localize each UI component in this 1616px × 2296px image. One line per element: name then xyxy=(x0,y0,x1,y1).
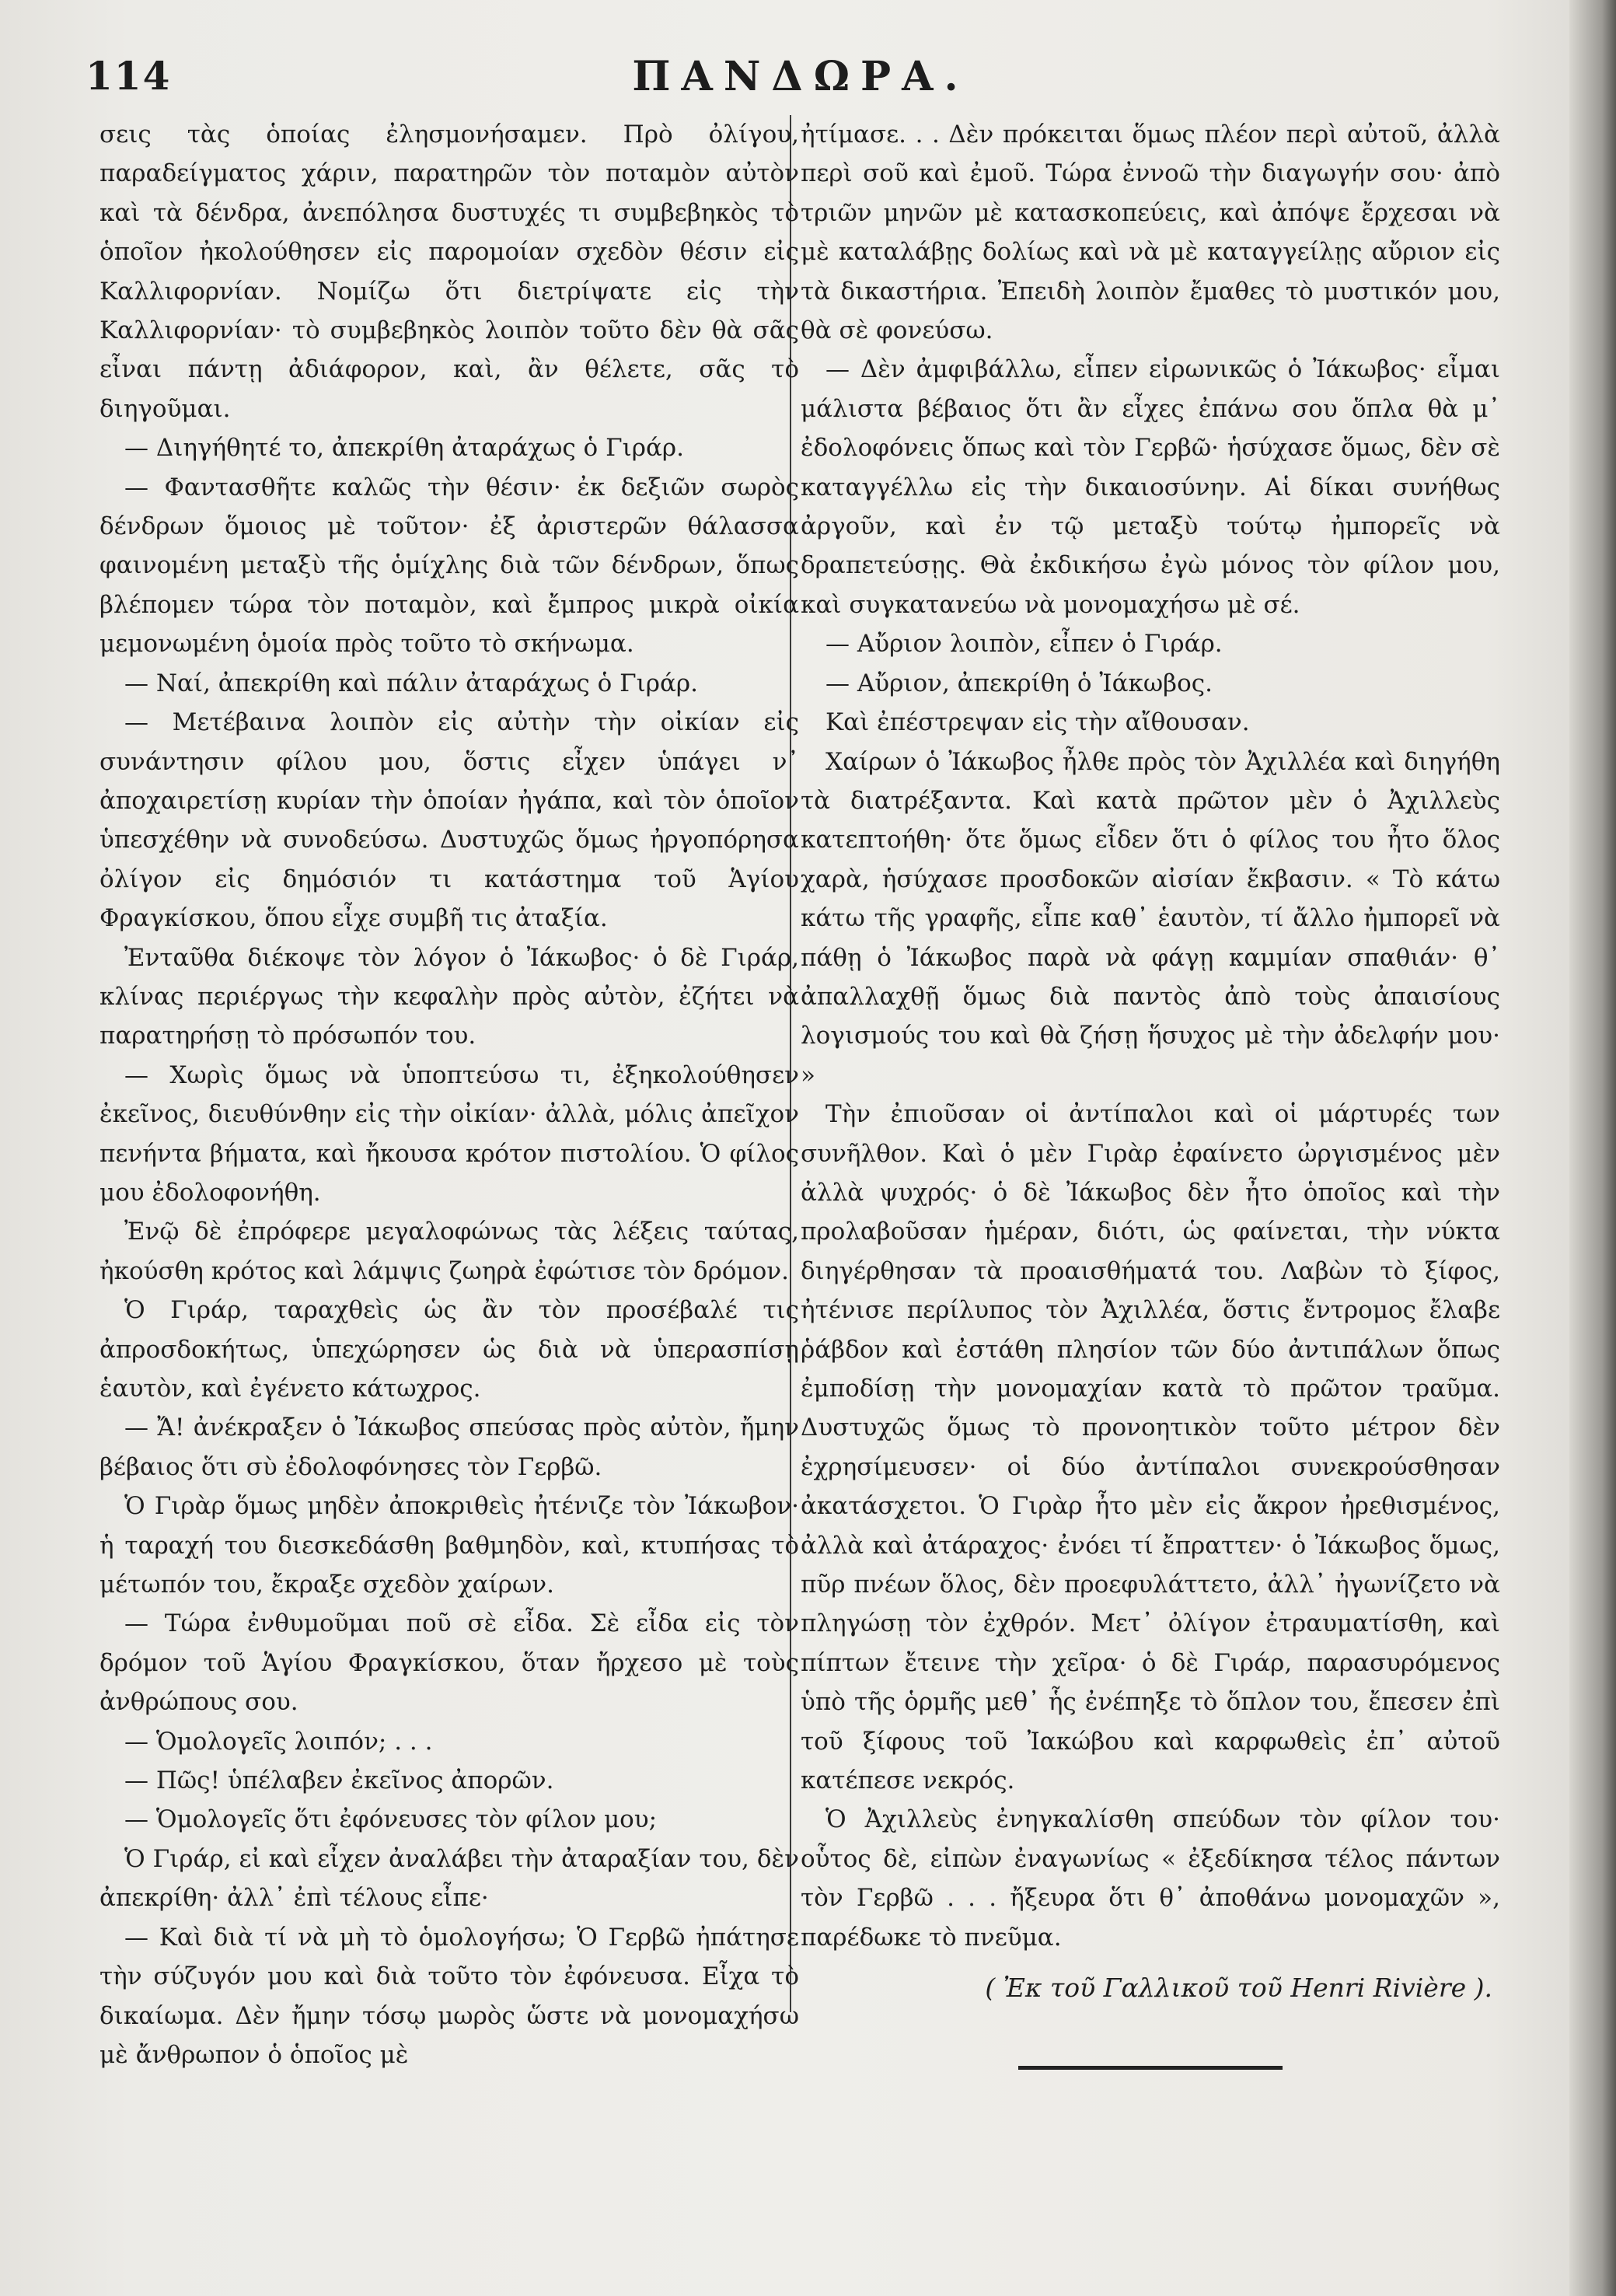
book-spine-edge xyxy=(1569,0,1616,2296)
paragraph: Τὴν ἐπιοῦσαν οἱ ἀντίπαλοι καὶ οἱ μάρτυρές των συνῆλθον. Καὶ ὁ μὲν Γιρὰρ ἐφαίνετο ὠργισμένος μὲν ἀλλὰ ψυχρός· ὁ δὲ Ἰάκωβος δὲν ἦτο ὁποῖος καὶ τὴν προλαβοῦσαν ἡμέραν, διότι, ὡς φαίνεται, τὴν νύκτα διηγέρθησαν τὰ προαισθήματά του. Λαβὼν τὸ ξίφος, ἠτένισε περίλυπος τὸν Ἀχιλλέα, ὅστις ἔντρομος ἔλαβε ῥάβδον καὶ ἐστάθη πλησίον τῶν δύο ἀντιπάλων ὅπως ἐμποδίσῃ τὴν μονομαχίαν κατὰ τὸ πρῶτον τραῦμα. Δυστυχῶς ὅμως τὸ προνοητικὸν τοῦτο μέτρον δὲν ἐχρησίμευσεν· οἱ δύο ἀντίπαλοι συνεκρούσθησαν ἀκατάσχετοι. Ὁ Γιρὰρ ἦτο μὲν εἰς ἄκρον ἠρεθισμένος, ἀλλὰ καὶ ἀτάραχος· ἐνόει τί ἔπραττεν· ὁ Ἰάκωβος ὅμως, πῦρ πνέων ὅλος, δὲν προεφυλάττετο, ἀλλ᾽ ἠγωνίζετο νὰ πληγώσῃ τὸν ἐχθρόν. Μετ᾽ ὀλίγον ἐτραυματίσθη, καὶ πίπτων ἔτεινε τὴν χεῖρα· ὁ δὲ Γιράρ, παρασυρόμενος ὑπὸ τῆς ὁρμῆς μεθ᾽ ἧς ἐνέπηξε τὸ ὅπλον του, ἔπεσεν ἐπὶ τοῦ ξίφους τοῦ Ἰακώβου καὶ καρφωθεὶς ἐπ᾽ αὐτοῦ κατέπεσε νεκρός. xyxy=(801,1100,1500,1795)
paragraph: — Μετέβαινα λοιπὸν εἰς αὐτὴν τὴν οἰκίαν εἰς συνάντησιν φίλου μου, ὅστις εἶχεν ὑπάγει ν᾽ ἀποχαιρετίσῃ κυρίαν τὴν ὁποίαν ἠγάπα, καὶ τὸν ὁποῖον ὑπεσχέθην νὰ συνοδεύσω. Δυστυχῶς ὅμως ἠργοπόρησα ὀλίγον εἰς δημόσιόν τι κατάστημα τοῦ Ἁγίου Φραγκίσκου, ὅπου εἶχε συμβῆ τις ἀταξία. xyxy=(99,708,799,933)
paragraph: — Δὲν ἀμφιβάλλω, εἶπεν εἰρωνικῶς ὁ Ἰάκωβος· εἶμαι μάλιστα βέβαιος ὅτι ἂν εἶχες ἐπάνω σου ὅπλα θὰ μ᾽ ἐδολοφόνεις ὅπως καὶ τὸν Γερβῶ· ἡσύχασε ὅμως, δὲν σὲ καταγγέλλω εἰς τὴν δικαιοσύνην. Αἱ δίκαι συνήθως ἀργοῦν, καὶ ἐν τῷ μεταξὺ τούτῳ ἠμπορεῖς νὰ δραπετεύσῃς. Θὰ ἐκδικήσω ἐγὼ μόνος τὸν φίλον μου, καὶ συγκατανεύω νὰ μονομαχήσω μὲ σέ. xyxy=(801,355,1500,619)
translation-source-note: ( Ἐκ τοῦ Γαλλικοῦ τοῦ Henri Rivière ). xyxy=(985,1973,1492,2004)
paragraph: — Καὶ διὰ τί νὰ μὴ τὸ ὁμολογήσω; Ὁ Γερβῶ ἠπάτησε τὴν σύζυγόν μου καὶ διὰ τοῦτο τὸν ἐφόνευσα. Εἶχα τὸ δικαίωμα. Δὲν ἤμην τόσῳ μωρὸς ὥστε νὰ μονομαχήσω μὲ ἄνθρωπον ὁ ὁποῖος μὲ xyxy=(99,1923,799,2069)
paragraph: Ἐνῷ δὲ ἐπρόφερε μεγαλοφώνως τὰς λέξεις ταύτας, ἠκούσθη κρότος καὶ λάμψις ζωηρὰ ἐφώτισε τὸν δρόμον. xyxy=(99,1218,799,1285)
page-header xyxy=(86,47,1516,109)
paragraph: Ὁ Γιρὰρ ὅμως μηδὲν ἀποκριθεὶς ἠτένιζε τὸν Ἰάκωβον· ἡ ταραχή του διεσκεδάσθη βαθμηδὸν, καὶ, κτυπήσας τὸ μέτωπόν του, ἔκραξε σχεδὸν χαίρων. xyxy=(99,1492,799,1599)
left-column xyxy=(99,115,799,2074)
paragraph: — Τώρα ἐνθυμοῦμαι ποῦ σὲ εἶδα. Σὲ εἶδα εἰς τὸν δρόμον τοῦ Ἁγίου Φραγκίσκου, ὅταν ἤρχεσο μὲ τοὺς ἀνθρώπους σου. xyxy=(99,1609,799,1717)
paragraph: — Ὁμολογεῖς λοιπόν; . . . xyxy=(124,1727,433,1756)
paragraph: — Χωρὶς ὅμως νὰ ὑποπτεύσω τι, ἐξηκολούθησεν ἐκεῖνος, διευθύνθην εἰς τὴν οἰκίαν· ἀλλὰ, μόλις ἀπεῖχον πενήντα βήματα, καὶ ἤκουσα κρότον πιστολίου. Ὁ φίλος μου ἐδολοφονήθη. xyxy=(99,1061,799,1207)
paragraph: Ὁ Γιράρ, εἰ καὶ εἶχεν ἀναλάβει τὴν ἀταραξίαν του, δὲν ἀπεκρίθη· ἀλλ᾽ ἐπὶ τέλους εἶπε· xyxy=(99,1844,799,1913)
paragraph: ἠτίμασε. . . Δὲν πρόκειται ὅμως πλέον περὶ αὐτοῦ, ἀλλὰ περὶ σοῦ καὶ ἐμοῦ. Τώρα ἐννοῶ τὴν διαγωγήν σου· ἀπὸ τριῶν μηνῶν μὲ κατασκοπεύεις, καὶ ἀπόψε ἔρχεσαι νὰ μὲ καταλάβῃς δολίως καὶ νὰ μὲ καταγγείλῃς αὔριον εἰς τὰ δικαστήρια. Ἐπειδὴ λοιπὸν ἔμαθες τὸ μυστικόν μου, θὰ σὲ φονεύσω. xyxy=(801,121,1500,345)
paragraph: Ἐνταῦθα διέκοψε τὸν λόγον ὁ Ἰάκωβος· ὁ δὲ Γιράρ, κλίνας περιέργως τὴν κεφαλὴν πρὸς αὐτὸν, ἐζήτει νὰ παρατηρήσῃ τὸ πρόσωπόν του. xyxy=(99,943,799,1050)
paragraph: — Ὁμολογεῖς ὅτι ἐφόνευσες τὸν φίλον μου; xyxy=(124,1805,658,1834)
end-rule xyxy=(1018,2066,1283,2070)
running-title: ΠΑΝΔΩΡΑ. xyxy=(632,53,969,100)
paragraph: — Φαντασθῆτε καλῶς τὴν θέσιν· ἐκ δεξιῶν σωρὸς δένδρων ὅμοιος μὲ τοῦτον· ἐξ ἀριστερῶν θάλασσα φαινομένη μεταξὺ τῆς ὁμίχλης διὰ τῶν δένδρων, ὅπως βλέπομεν τώρα τὸν ποταμὸν, καὶ ἔμπρος μικρὰ οἰκία μεμονωμένη ὁμοία πρὸς τοῦτο τὸ σκήνωμα. xyxy=(99,473,799,659)
paragraph: — Αὔριον, ἀπεκρίθη ὁ Ἰάκωβος. xyxy=(825,669,1213,697)
paragraph: — Πῶς! ὑπέλαβεν ἐκεῖνος ἀπορῶν. xyxy=(124,1767,554,1795)
paragraph: — Ναί, ἀπεκρίθη καὶ πάλιν ἀταράχως ὁ Γιράρ. xyxy=(124,669,698,697)
page-number: 114 xyxy=(86,53,172,99)
paragraph: — Διηγήθητέ το, ἀπεκρίθη ἀταράχως ὁ Γιράρ. xyxy=(124,434,684,463)
paragraph: σεις τὰς ὁποίας ἐλησμονήσαμεν. Πρὸ ὀλίγου, παραδείγματος χάριν, παρατηρῶν τὸν ποταμὸν αὐτὸν καὶ τὰ δένδρα, ἀνεπόλησα δυστυχές τι συμβεβηκὸς τὸ ὁποῖον ἠκολούθησεν εἰς παρομοίαν σχεδὸν θέσιν εἰς Καλλιφορνίαν. Νομίζω ὅτι διετρίψατε εἰς τὴν Καλλιφορνίαν· τὸ συμβεβηκὸς λοιπὸν τοῦτο δὲν θὰ σᾶς εἶναι πάντῃ ἀδιάφορον, καὶ, ἂν θέλετε, σᾶς τὸ διηγοῦμαι. xyxy=(99,121,799,423)
paragraph: Ὁ Ἀχιλλεὺς ἐνηγκαλίσθη σπεύδων τὸν φίλον του· οὗτος δὲ, εἰπὼν ἐναγωνίως « ἐξεδίκησα τέλος πάντων τὸν Γερβῶ . . . ἤξευρα ὅτι θ᾽ ἀποθάνω μονομαχῶν », παρέδωκε τὸ πνεῦμα. xyxy=(801,1805,1500,1952)
paragraph: Καὶ ἐπέστρεψαν εἰς τὴν αἴθουσαν. xyxy=(825,708,1250,737)
paragraph: Χαίρων ὁ Ἰάκωβος ἦλθε πρὸς τὸν Ἀχιλλέα καὶ διηγήθη τὰ διατρέξαντα. Καὶ κατὰ πρῶτον μὲν ὁ Ἀχιλλεὺς κατεπτοήθη· ὅτε ὅμως εἶδεν ὅτι ὁ φίλος του ἦτο ὅλος χαρὰ, ἡσύχασε προσδοκῶν αἰσίαν ἔκβασιν. « Τὸ κάτω κάτω τῆς γραφῆς, εἶπε καθ᾽ ἑαυτὸν, τί ἄλλο ἠμπορεῖ νὰ πάθῃ ὁ Ἰάκωβος παρὰ νὰ φάγῃ καμμίαν σπαθιάν· θ᾽ ἀπαλλαχθῇ ὅμως διὰ παντὸς ἀπὸ τοὺς ἀπαισίους λογισμούς του καὶ θὰ ζήσῃ ἥσυχος μὲ τὴν ἀδελφήν μου· » xyxy=(801,747,1500,1089)
paragraph: Ὁ Γιράρ, ταραχθεὶς ὡς ἂν τὸν προσέβαλέ τις ἀπροσδοκήτως, ὑπεχώρησεν ὡς διὰ νὰ ὑπερασπίσῃ ἑαυτὸν, καὶ ἐγένετο κάτωχρος. xyxy=(99,1296,799,1403)
right-column xyxy=(801,115,1500,2070)
paragraph: — Αὔριον λοιπὸν, εἶπεν ὁ Γιράρ. xyxy=(825,630,1223,659)
paragraph: — Ἄ! ἀνέκραξεν ὁ Ἰάκωβος σπεύσας πρὸς αὐτὸν, ἤμην βέβαιος ὅτι σὺ ἐδολοφόνησες τὸν Γερβῶ. xyxy=(99,1414,799,1481)
